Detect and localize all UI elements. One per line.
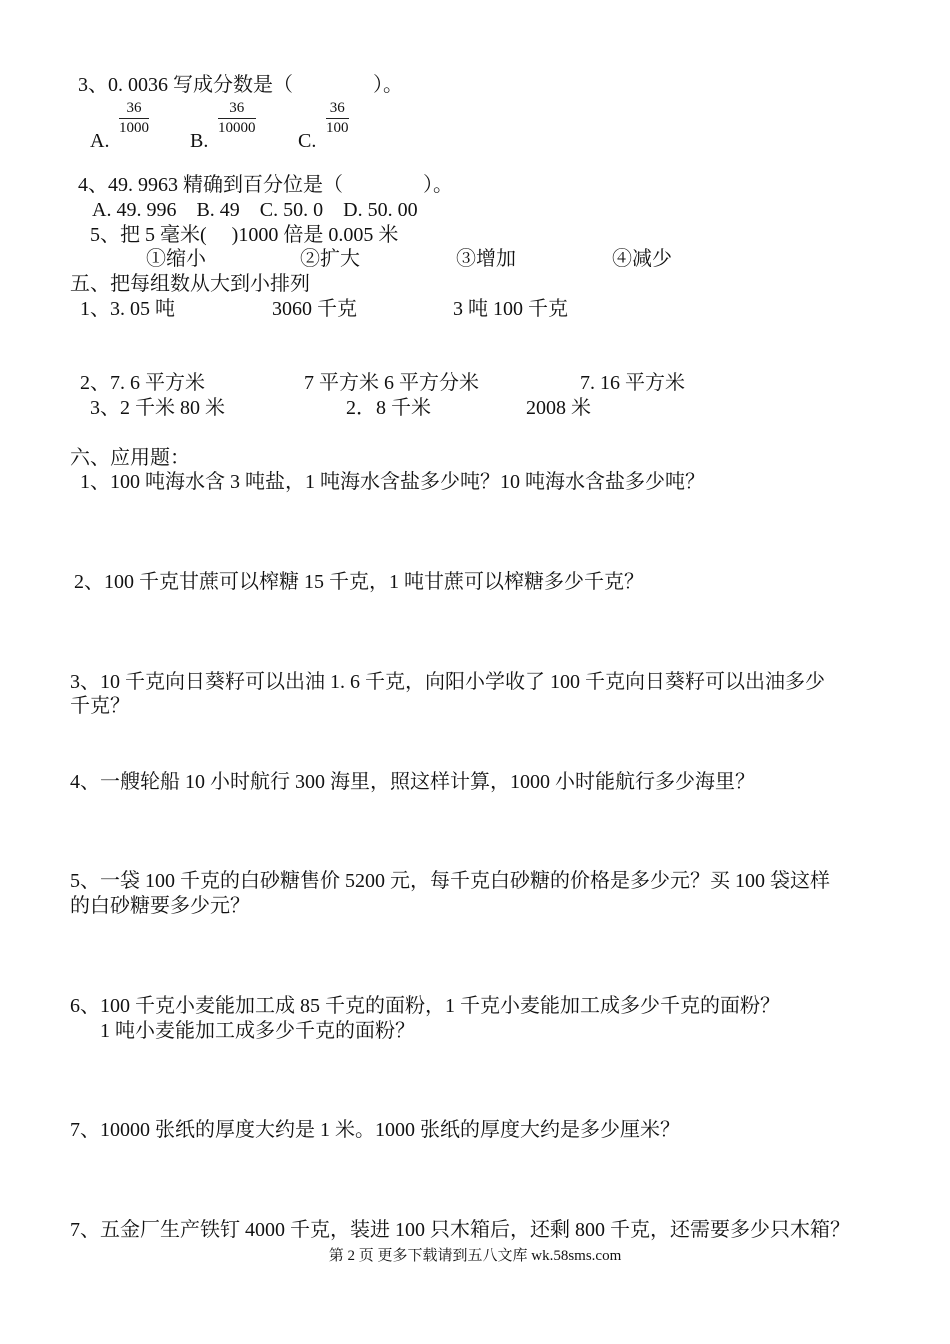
section-6-heading: 六、应用题： [70,447,190,469]
problem-3-line-1: 3、10 千克向日葵籽可以出油 1. 6 千克，向阳小学收了 100 千克向日葵籽可以出油多少 [70,671,825,693]
s5-row1-item2: 3060 千克 [272,298,357,320]
option-b-label: B. [190,130,209,152]
s5-row2-item2: 7 平方米 6 平方分米 [304,372,479,394]
fraction-option-a [119,100,149,137]
option-a-label: A. [90,130,110,152]
page-footer: 第 2 页 更多下载请到五八文库 wk.58sms.com [328,1248,622,1264]
option-c-label: C. [298,130,317,152]
problem-5-line-1: 5、一袋 100 千克的白砂糖售价 5200 元，每千克白砂糖的价格是多少元？买 100 袋这样 [70,870,830,892]
s5-row3-item2: 2．8 千米 [346,397,431,419]
s5-row1-item1: 1、3. 05 吨 [80,298,175,320]
fraction-a-numerator: 36 [126,100,142,116]
fraction-bar [218,118,256,119]
fraction-option-b [218,100,256,137]
fraction-option-c [326,100,349,137]
fraction-c-denominator: 100 [326,120,349,136]
q5-option-4: ④减少 [612,248,672,270]
question-4-options: A. 49. 996 B. 49 C. 50. 0 D. 50. 00 [92,199,418,221]
s5-row1-item3: 3 吨 100 千克 [453,298,568,320]
fraction-a-denominator: 1000 [119,120,149,136]
problem-7a: 7、10000 张纸的厚度大约是 1 米。1000 张纸的厚度大约是多少厘米？ [70,1119,680,1141]
section-5-heading: 五、把每组数从大到小排列 [70,273,310,295]
problem-6-line-2: 1 吨小麦能加工成多少千克的面粉？ [100,1020,415,1042]
q5-option-2: ②扩大 [300,248,360,270]
q5-option-3: ③增加 [456,248,516,270]
question-3: 3、0. 0036 写成分数是（ ）。 [78,74,403,96]
fraction-bar [326,118,349,119]
problem-7b: 7、五金厂生产铁钉 4000 千克，装进 100 只木箱后，还剩 800 千克，还需要多少只木箱？ [70,1219,850,1241]
question-5: 5、把 5 毫米( )1000 倍是 0.005 米 [90,224,399,246]
s5-row2-item1: 2、7. 6 平方米 [80,372,205,394]
fraction-b-denominator: 10000 [218,120,256,136]
fraction-b-numerator: 36 [229,100,245,116]
s5-row3-item3: 2008 米 [526,397,591,419]
problem-2: 2、100 千克甘蔗可以榨糖 15 千克，1 吨甘蔗可以榨糖多少千克？ [74,571,644,593]
problem-5-line-2: 的白砂糖要多少元？ [70,895,250,917]
problem-1: 1、100 吨海水含 3 吨盐，1 吨海水含盐多少吨？10 吨海水含盐多少吨？ [80,471,705,493]
s5-row3-item1: 3、2 千米 80 米 [90,397,225,419]
problem-6-line-1: 6、100 千克小麦能加工成 85 千克的面粉，1 千克小麦能加工成多少千克的面粉？ [70,995,780,1017]
s5-row2-item3: 7. 16 平方米 [580,372,685,394]
fraction-bar [119,118,149,119]
problem-3-line-2: 千克？ [70,695,130,717]
q5-option-1: ①缩小 [146,248,206,270]
question-4: 4、49. 9963 精确到百分位是（ ）。 [78,174,453,196]
fraction-c-numerator: 36 [329,100,345,116]
problem-4: 4、一艘轮船 10 小时航行 300 海里，照这样计算，1000 小时能航行多少海里？ [70,771,755,793]
